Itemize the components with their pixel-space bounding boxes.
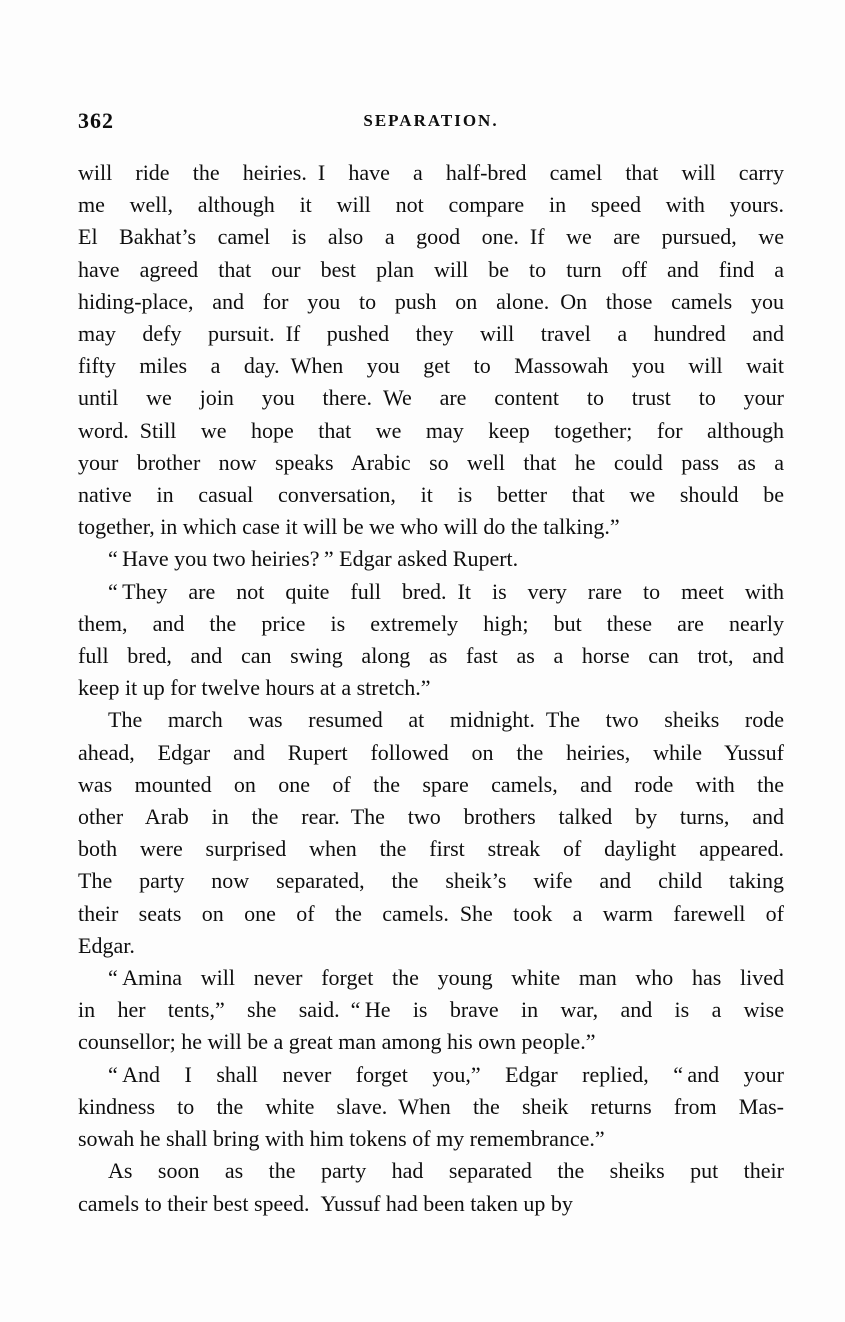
text-line: will ride the heiries. I have a half-bred camel that will carry <box>78 160 784 185</box>
text-line: hiding-place, and for you to push on alone. On those camels you <box>78 288 784 314</box>
text-line: was mounted on one of the spare camels, and rode with the <box>78 771 784 797</box>
page-header <box>78 108 784 134</box>
text-line: word. Still we hope that we may keep together; for although <box>78 417 784 443</box>
text-line: their seats on one of the camels. She took a warm farewell of <box>78 900 784 926</box>
text-line: together, in which case it will be we who will do the talking.” <box>78 514 620 540</box>
text-line: them, and the price is extremely high; but these are nearly <box>78 610 784 636</box>
text-line: keep it up for twelve hours at a stretch.” <box>78 675 431 701</box>
text-line: sowah he shall bring with him tokens of my remembrance.” <box>78 1126 605 1152</box>
text-line: full bred, and can swing along as fast as a horse can trot, and <box>78 643 784 669</box>
running-head: SEPARATION. <box>363 111 499 130</box>
text-line: kindness to the white slave. When the sheik returns from Mas- <box>78 1093 784 1119</box>
text-line: your brother now speaks Arabic so well that he could pass as a <box>78 449 784 475</box>
text-line: ahead, Edgar and Rupert followed on the heiries, while Yussuf <box>78 739 784 765</box>
text-line: As soon as the party had separated the sheiks put their <box>108 1158 784 1184</box>
text-line: camels to their best speed. Yussuf had been taken up by <box>78 1190 573 1216</box>
text-line: Edgar. <box>78 932 135 958</box>
text-block <box>78 157 784 1220</box>
text-line: until we join you there. We are content to trust to your <box>78 385 784 411</box>
text-line: “ Have you two heiries? ” Edgar asked Rupert. <box>108 546 519 572</box>
page-number: 362 <box>78 108 114 133</box>
text-line: other Arab in the rear. The two brothers talked by turns, and <box>78 804 784 830</box>
text-line: in her tents,” she said. “ He is brave in war, and is a wise <box>78 997 784 1023</box>
text-line: both were surprised when the first streak of daylight appeared. <box>78 836 784 862</box>
text-line: “ And I shall never forget you,” Edgar replied, “ and your <box>108 1061 784 1087</box>
text-line: The march was resumed at midnight. The two sheiks rode <box>108 707 784 733</box>
text-line: have agreed that our best plan will be to turn off and find a <box>78 256 784 282</box>
text-line: fifty miles a day. When you get to Massowah you will wait <box>78 353 784 379</box>
text-line: “ They are not quite full bred. It is very rare to meet with <box>108 578 784 604</box>
text-line: “ Amina will never forget the young white man who has lived <box>108 965 784 991</box>
text-line: may defy pursuit. If pushed they will travel a hundred and <box>78 321 784 347</box>
text-line: The party now separated, the sheik’s wife and child taking <box>78 868 784 894</box>
text-line: El Bakhat’s camel is also a good one. If we are pursued, we <box>78 224 784 250</box>
text-line: native in casual conversation, it is better that we should be <box>78 482 784 508</box>
text-line: me well, although it will not compare in speed with yours. <box>78 192 784 218</box>
text-line: counsellor; he will be a great man among his own people.” <box>78 1029 596 1055</box>
